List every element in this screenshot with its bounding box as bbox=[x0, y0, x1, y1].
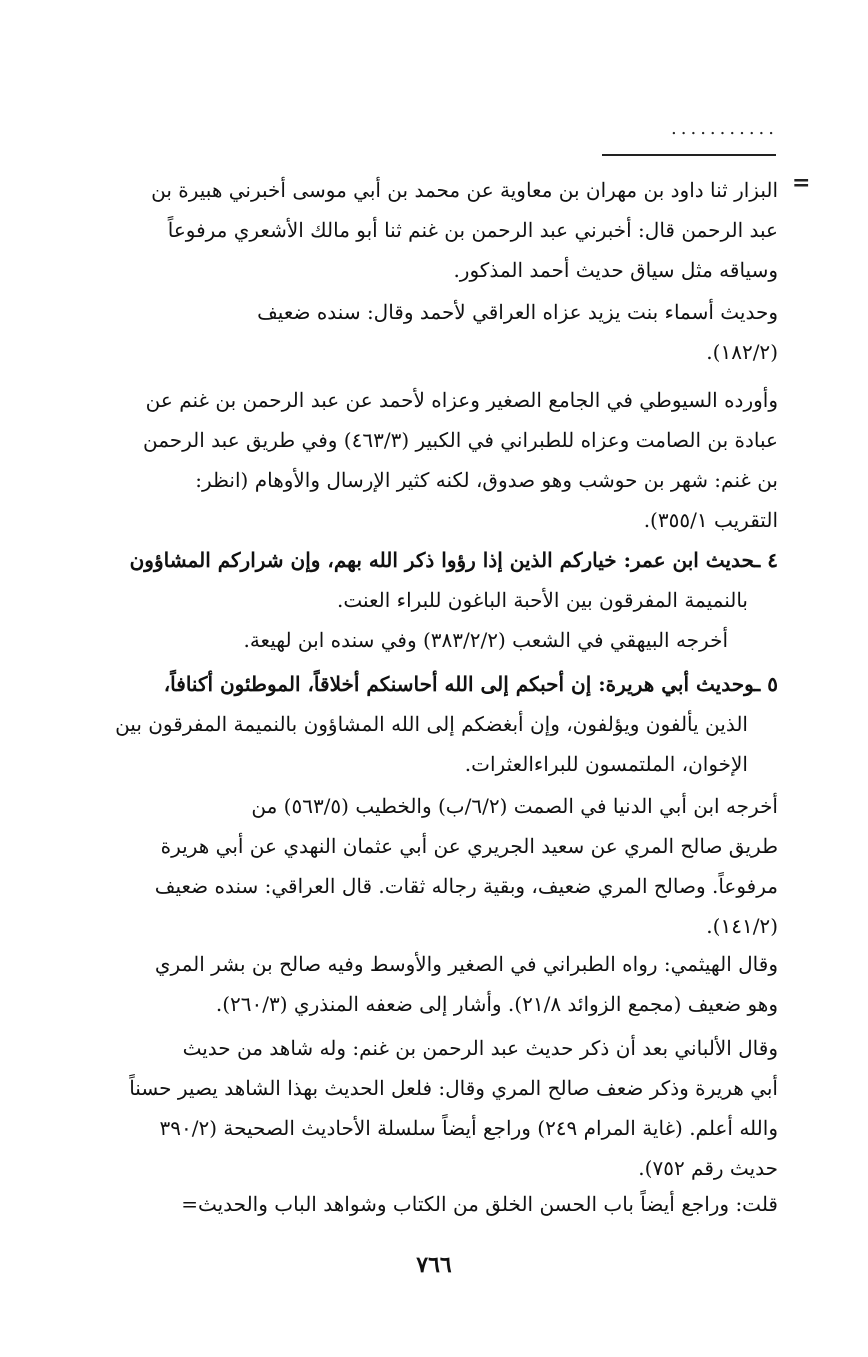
paragraph-1 bbox=[92, 170, 778, 290]
paragraph-8-line-4: حديث رقم ٧٥٢). bbox=[638, 1156, 778, 1180]
paragraph-5-line-3: الإخوان، الملتمسون للبراءالعثرات. bbox=[464, 752, 748, 776]
paragraph-5-line-1-text: وحديث أبي هريرة: إن أحبكم إلى الله أحاسنكم أخلاقاً، الموطئون أكنافاً، bbox=[163, 672, 755, 696]
paragraph-2 bbox=[92, 292, 778, 372]
paragraph-3-line-2: عبادة بن الصامت وعزاه للطبراني في الكبير (٤٦٣/٣) وفي طريق عبد الرحمن bbox=[142, 428, 778, 452]
paragraph-3-line-1: وأورده السيوطي في الجامع الصغير وعزاه لأحمد عن عبد الرحمن بن غنم عن bbox=[145, 388, 778, 412]
item-number-5: ٥ ـ bbox=[754, 672, 778, 696]
paragraph-1-line-2: عبد الرحمن قال: أخبرني عبد الرحمن بن غنم ثنا أبو مالك الأشعري مرفوعاً bbox=[167, 218, 778, 242]
paragraph-6 bbox=[92, 786, 778, 946]
paragraph-5 bbox=[92, 664, 778, 784]
paragraph-6-line-2: طريق صالح المري عن سعيد الجريري عن أبي عثمان النهدي عن أبي هريرة bbox=[160, 834, 778, 858]
paragraph-2-line-1: وحديث أسماء بنت يزيد عزاه العراقي لأحمد وقال: سنده ضعيف bbox=[257, 300, 778, 324]
paragraph-6-line-1: أخرجه ابن أبي الدنيا في الصمت (٦/٢/ب) والخطيب (٥٦٣/٥) من bbox=[251, 794, 778, 818]
paragraph-4-line-1 bbox=[92, 540, 778, 580]
paragraph-9-line-1: قلت: وراجع أيضاً باب الحسن الخلق من الكتاب وشواهد الباب والحديث= bbox=[181, 1192, 778, 1216]
paragraph-3 bbox=[92, 380, 778, 540]
paragraph-6-line-4: (١٤١/٢). bbox=[706, 914, 778, 938]
paragraph-8-line-2: أبي هريرة وذكر ضعف صالح المري وقال: فلعل الحديث بهذا الشاهد يصير حسناً bbox=[129, 1076, 778, 1100]
paragraph-4 bbox=[92, 540, 778, 660]
paragraph-2-line-2: (١٨٢/٢). bbox=[706, 340, 778, 364]
paragraph-7-line-2: وهو ضعيف (مجمع الزوائد ٢١/٨). وأشار إلى ضعفه المنذري (٢٦٠/٣). bbox=[215, 992, 778, 1016]
paragraph-5-line-2: الذين يألفون ويؤلفون، وإن أبغضكم إلى الله المشاؤون بالنميمة المفرقون بين bbox=[115, 712, 748, 736]
paragraph-4-line-1-text: حديث ابن عمر: خياركم الذين إذا رؤوا ذكر الله بهم، وإن شراركم المشاؤون bbox=[129, 548, 755, 572]
paragraph-7 bbox=[92, 944, 778, 1024]
paragraph-6-line-3: مرفوعاً. وصالح المري ضعيف، وبقية رجاله ثقات. قال العراقي: سنده ضعيف bbox=[154, 874, 778, 898]
paragraph-4-line-3: أخرجه البيهقي في الشعب (٣٨٣/٢/٢) وفي سنده ابن لهيعة. bbox=[243, 628, 728, 652]
paragraph-8-line-3: والله أعلم. (غاية المرام ٢٤٩) وراجع أيضاً سلسلة الأحاديث الصحيحة (٣٩٠/٢ bbox=[159, 1116, 778, 1140]
paragraph-9 bbox=[92, 1184, 778, 1224]
paragraph-1-line-3: وسياقه مثل سياق حديث أحمد المذكور. bbox=[453, 258, 778, 282]
continuation-mark: = bbox=[792, 170, 811, 196]
paragraph-3-line-3: بن غنم: شهر بن حوشب وهو صدوق، لكنه كثير الإرسال والأوهام (انظر: bbox=[195, 468, 778, 492]
paragraph-4-line-2: بالنميمة المفرقون بين الأحبة الباغون للبراء العنت. bbox=[336, 588, 748, 612]
paragraph-8-line-1: وقال الألباني بعد أن ذكر حديث عبد الرحمن بن غنم: وله شاهد من حديث bbox=[182, 1036, 778, 1060]
item-number-4: ٤ ـ bbox=[754, 548, 778, 572]
page-number: ٧٦٦ bbox=[416, 1252, 452, 1278]
footnote-separator-dots: ........... bbox=[671, 118, 778, 139]
paragraph-7-line-1: وقال الهيثمي: رواه الطبراني في الصغير والأوسط وفيه صالح بن بشر المري bbox=[154, 952, 778, 976]
paragraph-1-line-1: البزار ثنا داود بن مهران بن معاوية عن محمد بن أبي موسى أخبرني هبيرة بن bbox=[151, 178, 778, 202]
paragraph-3-line-4: التقريب ٣٥٥/١). bbox=[643, 508, 778, 532]
paragraph-5-line-1 bbox=[92, 664, 778, 704]
footnote-separator-rule bbox=[602, 154, 776, 156]
paragraph-8 bbox=[92, 1028, 778, 1188]
